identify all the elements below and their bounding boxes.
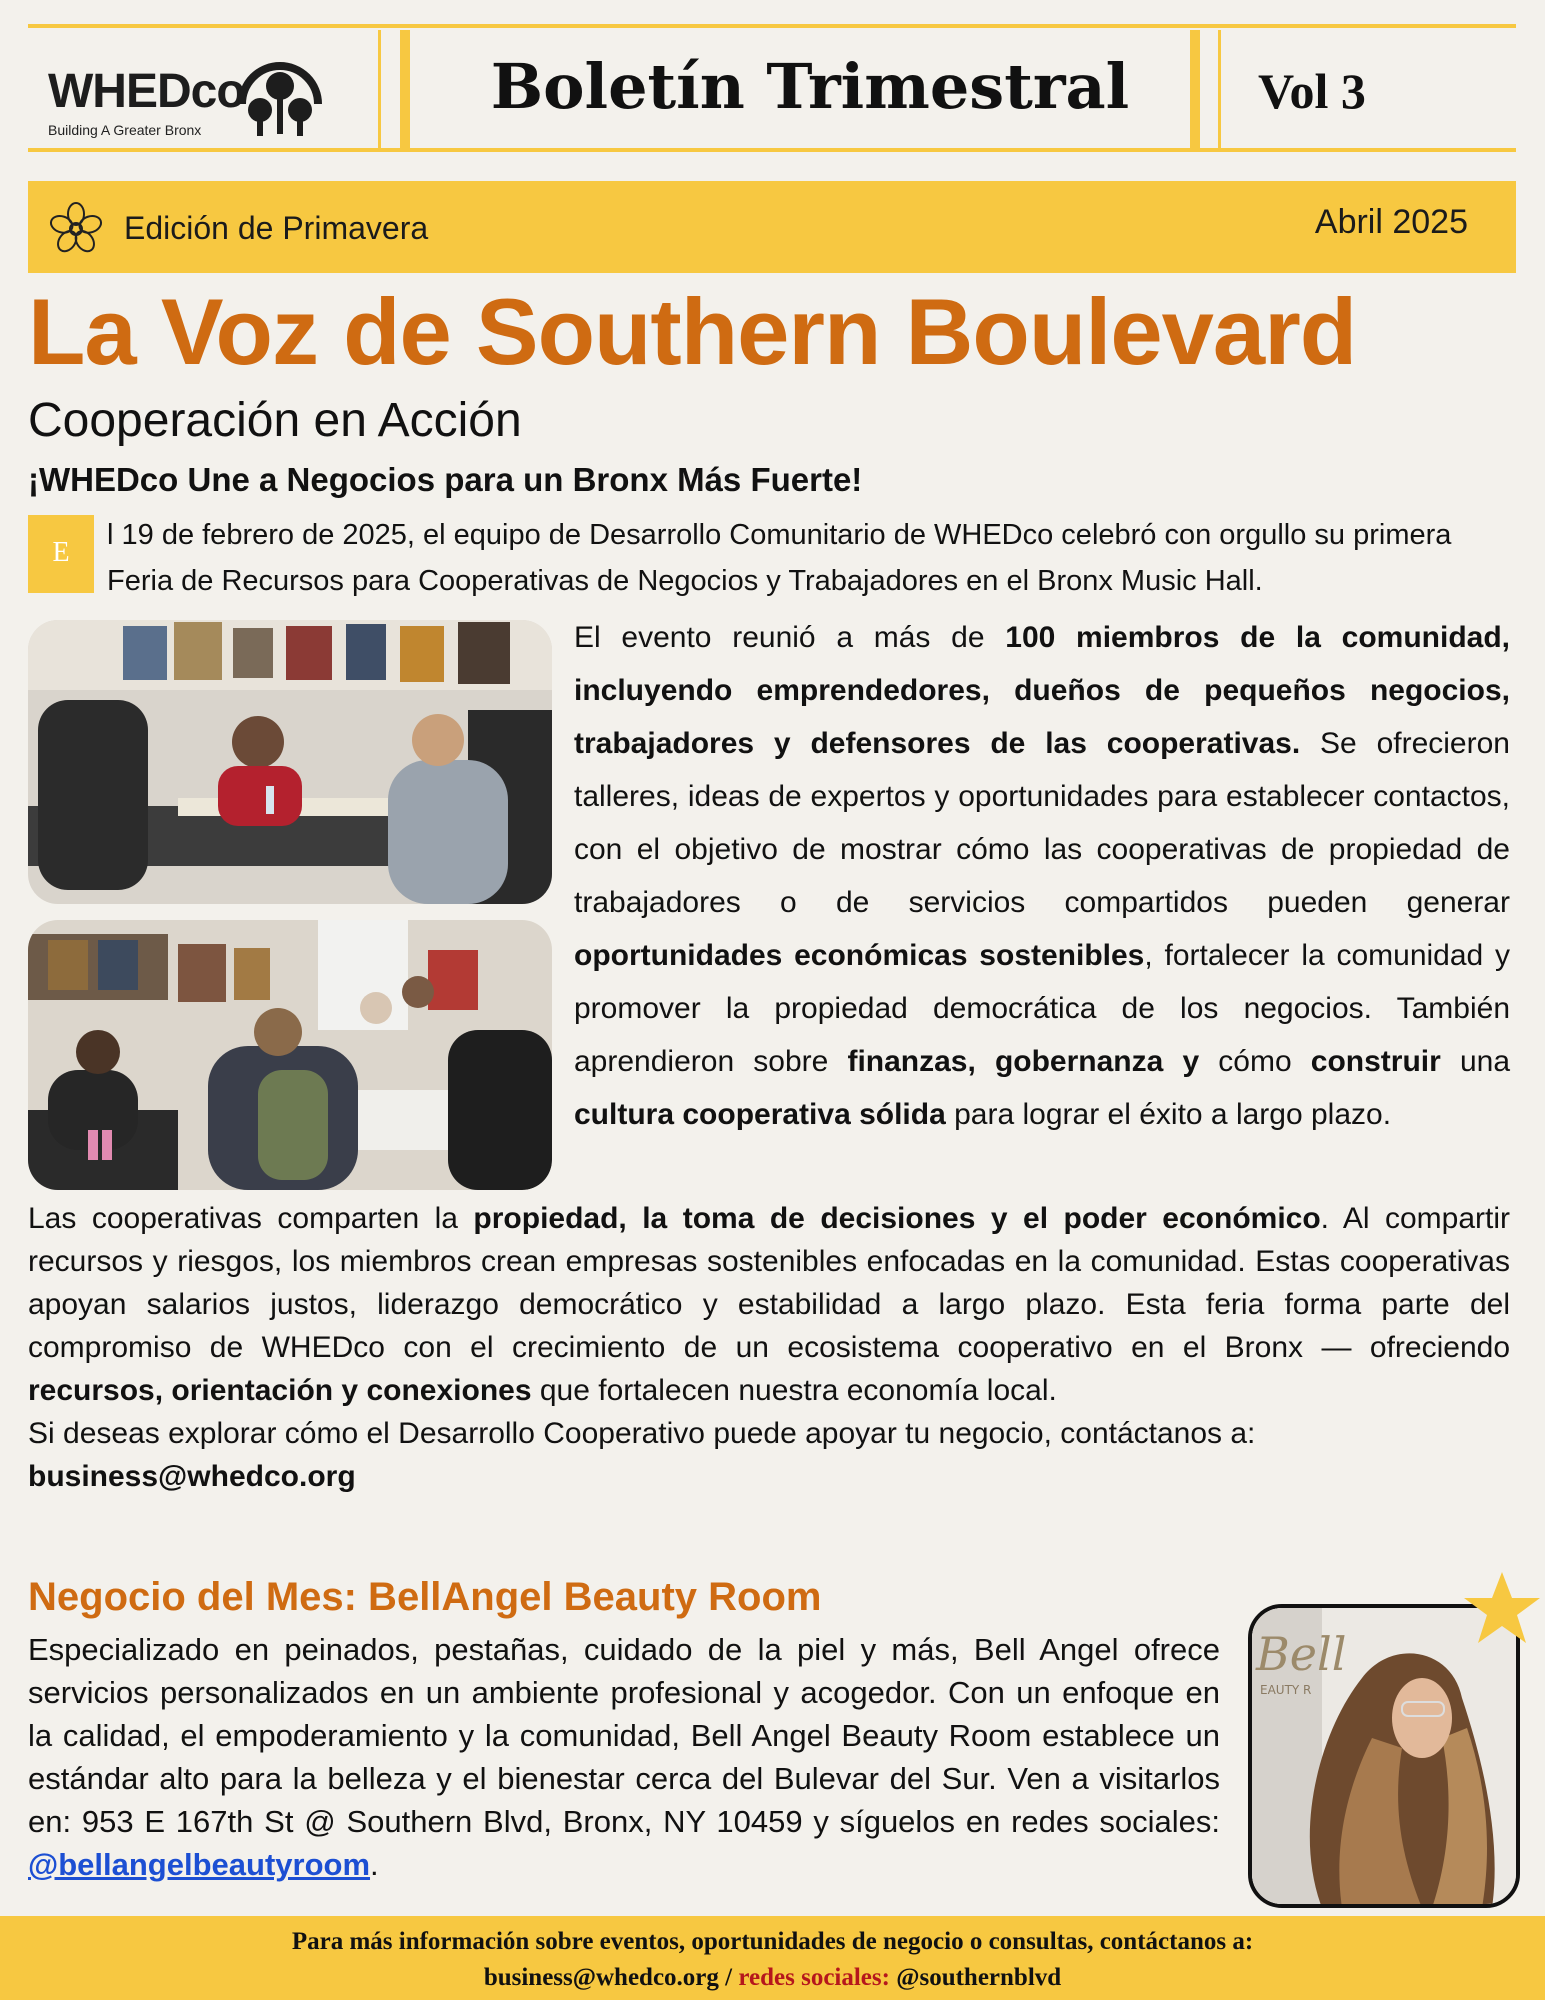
article-emphasis: finanzas, gobernanza y xyxy=(847,1045,1200,1078)
footer-line-1: Para más información sobre eventos, oportunidades de negocio o consultas, contáctanos a: xyxy=(291,1928,1254,1955)
masthead-bottom-rule xyxy=(28,148,1516,152)
business-title: Negocio del Mes: BellAngel Beauty Room xyxy=(28,1575,822,1619)
event-photo-2-image xyxy=(28,920,552,1190)
flower-icon xyxy=(48,201,104,257)
article-text: para lograr el éxito a largo plazo. xyxy=(945,1098,1392,1131)
edition-label: Edición de Primavera xyxy=(124,210,429,246)
footer-line-2 xyxy=(0,1960,1545,1996)
business-social-link[interactable]: @bellangelbeautyroom xyxy=(28,1847,371,1882)
logo-tagline: Building A Greater Bronx xyxy=(48,122,202,138)
article-text: cómo xyxy=(1199,1045,1311,1078)
dropcap-letter: E xyxy=(52,537,70,568)
article-headline: ¡WHEDco Une a Negocios para un Bronx Más Fuerte! xyxy=(28,461,863,498)
article-emphasis: 100 miembros de la comunidad, incluyendo emprendedores, dueños de pequeños negocios, trabajadores y defensores de las cooperativas. xyxy=(574,621,1510,760)
volume-label: Vol 3 xyxy=(1258,63,1366,119)
business-end: . xyxy=(370,1847,379,1882)
article-emphasis: cultura cooperativa sólida xyxy=(574,1098,946,1131)
edition-date: Abril 2025 xyxy=(1314,203,1468,241)
article-column-text xyxy=(574,611,1510,1141)
dropcap-box xyxy=(28,515,94,593)
event-photo-1-image xyxy=(28,620,552,904)
event-photo-2 xyxy=(28,920,552,1190)
whedco-logo-icon xyxy=(226,34,334,140)
article-emphasis: propiedad, la toma de decisiones y el poder económico xyxy=(473,1202,1321,1235)
masthead-divider xyxy=(1218,30,1221,148)
article-text: que fortalecen nuestra economía local. xyxy=(531,1374,1057,1407)
business-photo-image xyxy=(1252,1608,1516,1904)
article-text: , fortalecer la comunidad y promover la propiedad democrática de los negocios. También aprendieron sobre xyxy=(574,939,1511,1078)
business-description: Especializado en peinados, pestañas, cuidado de la piel y más, Bell Angel ofrece servicios personalizados en un ambiente profesional y acogedor. Con un enfoque en la calidad, el empoderamiento y la comunidad, Bell Angel Beauty Room establece un estándar alto para la belleza y el bienestar cerca del Bulevar del Sur. Ven a visitarlos en: 953 E 167th St @ Southern Blvd, Bronx, NY 10459 y síguelos en redes sociales: xyxy=(28,1632,1220,1839)
edition-band xyxy=(28,181,1516,273)
business-text xyxy=(28,1628,1220,1886)
contact-paragraph: Si deseas explorar cómo el Desarrollo Cooperativo puede apoyar tu negocio, contáctanos a: xyxy=(28,1417,1256,1450)
footer-email[interactable]: business@whedco.org xyxy=(483,1964,719,1991)
article-intro: l 19 de febrero de 2025, el equipo de Desarrollo Comunitario de WHEDco celebró con orgullo su primera Feria de Recursos para Cooperativas de Negocios y Trabajadores en el Bronx Music Hall. xyxy=(107,519,1452,597)
masthead-divider xyxy=(400,30,410,148)
business-photo-sign-sub: EAUTY R xyxy=(1260,1683,1312,1697)
newsletter-title: Boletín Trimestral xyxy=(490,50,1130,123)
event-photo-1 xyxy=(28,620,552,904)
masthead-divider xyxy=(378,30,381,148)
article-text: Se ofrecieron talleres, ideas de expertos y oportunidades para establecer contactos, con el objetivo de mostrar cómo las cooperativas de propiedad de trabajadores o de servicios compartidos pueden generar xyxy=(574,727,1510,919)
article-title: La Voz de Southern Boulevard xyxy=(28,279,1357,384)
footer-separator: / xyxy=(718,1964,739,1991)
footer xyxy=(0,1916,1545,2000)
article-subtitle: Cooperación en Acción xyxy=(28,394,522,447)
article-text: Las cooperativas comparten la xyxy=(28,1202,474,1235)
business-photo-sign: Bell xyxy=(1256,1627,1347,1681)
logo-text: WHEDco xyxy=(48,65,245,118)
article-emphasis: oportunidades económicas sostenibles xyxy=(574,939,1145,972)
contact-email[interactable]: business@whedco.org xyxy=(28,1460,356,1493)
footer-social-handle[interactable]: @southernblvd xyxy=(889,1964,1062,1991)
article-text: . Al compartir recursos y riesgos, los miembros crean empresas sostenibles enfocadas en la comunidad. Estas cooperativas apoyan salarios justos, liderazgo democrático y estabilidad a largo plazo. Esta feria forma parte del compromiso de WHEDco con el crecimiento de un ecosistema cooperativo en el Bronx — ofreciendo xyxy=(28,1202,1510,1364)
article-full-text xyxy=(28,1197,1510,1498)
article-emphasis: construir xyxy=(1310,1045,1441,1078)
article-text: El evento reunió a más de xyxy=(574,621,1006,654)
article-text: una xyxy=(1440,1045,1511,1078)
star-icon xyxy=(1462,1568,1542,1648)
masthead-top-rule xyxy=(28,24,1516,28)
business-photo xyxy=(1248,1604,1520,1908)
article-paragraph xyxy=(28,1197,1510,1412)
footer-social-label: redes sociales: xyxy=(738,1964,890,1991)
article-emphasis: recursos, orientación y conexiones xyxy=(28,1374,532,1407)
